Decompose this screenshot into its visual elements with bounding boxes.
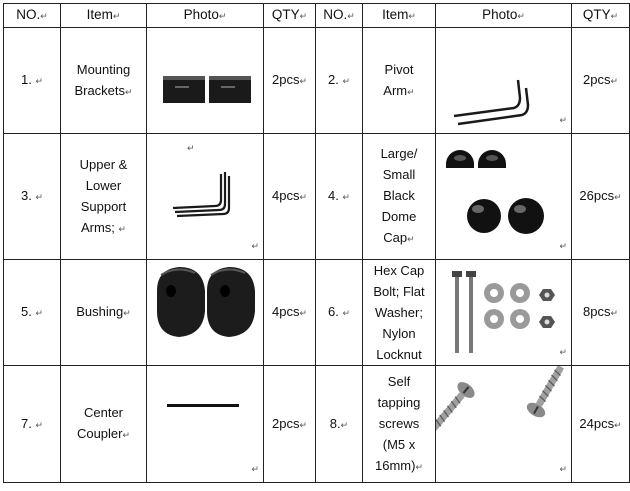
header-item: Item↵ [61, 4, 147, 28]
item-number: 8.↵ [316, 366, 363, 483]
header-item-2: Item↵ [363, 4, 436, 28]
item-qty: 2pcs↵ [264, 28, 316, 134]
item-number: 2. ↵ [316, 28, 363, 134]
pivot-arm-image [436, 28, 571, 133]
header-photo-2: Photo↵ [436, 4, 572, 28]
item-qty: 2pcs↵ [572, 28, 630, 134]
support-arms-image [147, 134, 263, 259]
item-number: 3. ↵ [4, 134, 61, 260]
header-photo: Photo↵ [147, 4, 264, 28]
header-row [4, 4, 630, 28]
item-number: 5. ↵ [4, 260, 61, 366]
hex-bolt-washer-nut-image [436, 261, 571, 365]
item-photo: ↵ ↵ [147, 134, 264, 260]
item-qty: 4pcs↵ [264, 260, 316, 366]
bushing-image [147, 261, 263, 365]
table-row [4, 366, 630, 483]
item-photo [147, 28, 264, 134]
self-tapping-screw-image [436, 366, 571, 482]
item-qty: 24pcs↵ [572, 366, 630, 483]
header-qty-2: QTY↵ [572, 4, 630, 28]
header-no-2: NO.↵ [316, 4, 363, 28]
item-name: Upper & Lower Support Arms; ↵ [61, 134, 147, 260]
item-name: Large/ Small Black Dome Cap↵ [363, 134, 436, 260]
mounting-brackets-image [147, 28, 263, 133]
item-number: 6. ↵ [316, 260, 363, 366]
item-name: Bushing↵ [61, 260, 147, 366]
item-qty: 2pcs↵ [264, 366, 316, 483]
item-photo: ↵ [436, 134, 572, 260]
item-name: Mounting Brackets↵ [61, 28, 147, 134]
item-qty: 26pcs↵ [572, 134, 630, 260]
item-photo [147, 260, 264, 366]
item-photo: ↵ [147, 366, 264, 483]
item-photo: ↵ [436, 28, 572, 134]
header-qty: QTY↵ [264, 4, 316, 28]
parts-table [3, 3, 630, 483]
item-qty: 8pcs↵ [572, 260, 630, 366]
item-number: 1. ↵ [4, 28, 61, 134]
center-coupler-image [147, 366, 263, 482]
item-name: Center Coupler↵ [61, 366, 147, 483]
header-no: NO.↵ [4, 4, 61, 28]
table-row [4, 134, 630, 260]
item-number: 4. ↵ [316, 134, 363, 260]
item-photo: ↵ [436, 260, 572, 366]
dome-cap-image [436, 134, 571, 259]
item-photo: ↵ [436, 366, 572, 483]
item-qty: 4pcs↵ [264, 134, 316, 260]
item-name: Hex Cap Bolt; Flat Washer; Nylon Locknut [363, 260, 436, 366]
table-row [4, 260, 630, 366]
item-number: 7. ↵ [4, 366, 61, 483]
item-name: Pivot Arm↵ [363, 28, 436, 134]
item-name: Self tapping screws (M5 x 16mm)↵ [363, 366, 436, 483]
table-row [4, 28, 630, 134]
